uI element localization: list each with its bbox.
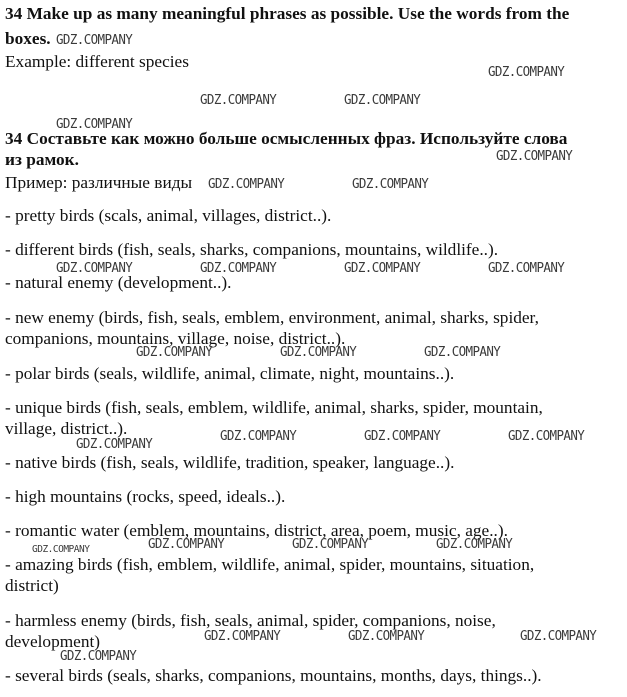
watermark: GDZ.COMPANY — [136, 343, 213, 360]
exercise-title-en-line1: 34 Make up as many meaningful phrases as possible. Use the words from the — [5, 4, 570, 23]
phrase-line: - romantic water (emblem, mountains, district, area, poem, music, age..). — [5, 521, 508, 540]
phrase-line: - high mountains (rocks, speed, ideals..). — [5, 487, 286, 506]
watermark: GDZ.COMPANY — [344, 91, 421, 108]
watermark: GDZ.COMPANY — [488, 63, 565, 80]
phrase-line: development) — [5, 632, 101, 651]
watermark: GDZ.COMPANY — [56, 31, 133, 48]
phrase-line: village, district..). — [5, 419, 128, 438]
phrase-line: district) — [5, 576, 59, 595]
phrase-line: - several birds (seals, sharks, companions, mountains, months, days, things..). — [5, 666, 542, 685]
watermark: GDZ.COMPANY — [508, 427, 585, 444]
phrase-line: - pretty birds (scals, animal, villages, district..). — [5, 206, 332, 225]
watermark: GDZ.COMPANY — [364, 427, 441, 444]
phrase-line: - new enemy (birds, fish, seals, emblem, environment, animal, sharks, spider, — [5, 308, 539, 327]
phrase-line: - amazing birds (fish, emblem, wildlife, animal, spider, mountains, situation, — [5, 555, 535, 574]
phrase-line: - different birds (fish, seals, sharks, companions, mountains, wildlife..). — [5, 240, 499, 259]
watermark: GDZ.COMPANY — [56, 259, 133, 276]
watermark: GDZ.COMPANY — [56, 115, 133, 132]
phrase-line: - harmless enemy (birds, fish, seals, animal, spider, companions, noise, — [5, 611, 496, 630]
watermark: GDZ.COMPANY — [200, 91, 277, 108]
watermark: GDZ.COMPANY — [200, 259, 277, 276]
watermark: GDZ.COMPANY — [424, 343, 501, 360]
exercise-example-en: Example: different species — [5, 52, 189, 71]
watermark: GDZ.COMPANY — [488, 259, 565, 276]
watermark: GDZ.COMPANY — [204, 627, 281, 644]
watermark: GDZ.COMPANY — [76, 435, 153, 452]
watermark: GDZ.COMPANY — [352, 175, 429, 192]
watermark: GDZ.COMPANY — [208, 175, 285, 192]
exercise-title-en-line2: boxes. — [5, 29, 51, 48]
exercise-example-ru: Пример: различные виды — [5, 173, 193, 192]
exercise-title-ru-line1: 34 Составьте как можно больше осмысленных фраз. Используйте слова — [5, 129, 568, 148]
watermark: GDZ.COMPANY — [496, 147, 573, 164]
watermark: GDZ.COMPANY — [32, 543, 90, 556]
watermark: GDZ.COMPANY — [280, 343, 357, 360]
watermark: GDZ.COMPANY — [344, 259, 421, 276]
watermark: GDZ.COMPANY — [220, 427, 297, 444]
phrase-line: - natural enemy (development..). — [5, 273, 232, 292]
phrase-line: - native birds (fish, seals, wildlife, tradition, speaker, language..). — [5, 453, 455, 472]
watermark: GDZ.COMPANY — [520, 627, 597, 644]
exercise-title-ru-line2: из рамок. — [5, 150, 79, 169]
watermark: GDZ.COMPANY — [436, 535, 513, 552]
phrase-line: - polar birds (seals, wildlife, animal, climate, night, mountains..). — [5, 364, 455, 383]
watermark: GDZ.COMPANY — [292, 535, 369, 552]
watermark: GDZ.COMPANY — [60, 647, 137, 664]
watermark: GDZ.COMPANY — [148, 535, 225, 552]
phrase-line: companions, mountains, village, noise, district..). — [5, 329, 346, 348]
phrase-line: - unique birds (fish, seals, emblem, wildlife, animal, sharks, spider, mountain, — [5, 398, 543, 417]
watermark: GDZ.COMPANY — [348, 627, 425, 644]
